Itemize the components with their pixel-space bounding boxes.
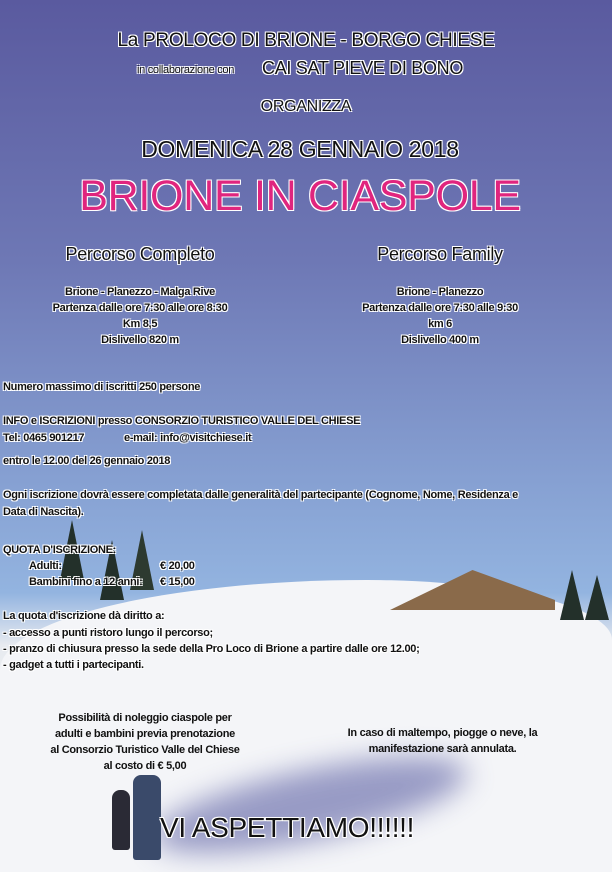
rental-line: adulti e bambini previa prenotazione (55, 728, 235, 740)
deadline: entro le 12.00 del 26 gennaio 2018 (3, 455, 171, 467)
route-family-title: Percorso Family (377, 244, 503, 264)
rental-line: Possibilità di noleggio ciaspole per (58, 712, 232, 724)
phone: Tel: 0465 901217 (3, 432, 85, 444)
hiker (112, 790, 130, 850)
quota-price: € 15,00 (160, 576, 195, 588)
route-complete-details (10, 284, 270, 348)
quota-price: € 20,00 (160, 560, 195, 572)
route-line: Brione - Planezzo (396, 286, 484, 298)
route-complete-title: Percorso Completo (65, 244, 215, 264)
email: e-mail: info@visitchiese.it (124, 432, 252, 444)
weather-line: In caso di maltempo, piogge o neve, la (347, 727, 538, 739)
tree (585, 575, 609, 620)
collab-name: CAI SAT PIEVE DI BONO (262, 58, 464, 78)
tree (560, 570, 584, 620)
quota-label: Bambini fino a 12 anni: (29, 576, 143, 588)
registration-note-2: Data di Nascita). (3, 506, 84, 518)
max-participants: Numero massimo di iscritti 250 persone (3, 381, 201, 393)
benefit-item: - gadget a tutti i partecipanti. (3, 659, 144, 671)
hiker (133, 775, 161, 860)
registration-note: Ogni iscrizione dovrà essere completata dalle generalità del partecipante (Cognome, Nome, Residenza e (3, 489, 518, 501)
rental-line: al Consorzio Turistico Valle del Chiese (50, 744, 240, 756)
route-line: Dislivello 820 m (101, 334, 179, 346)
route-line: km 6 (428, 318, 452, 330)
weather-line: manifestazione sarà annulata. (368, 743, 517, 755)
route-line: Brione - Planezzo - Malga Rive (65, 286, 215, 298)
route-family-details (310, 284, 570, 348)
rental-line: al costo di € 5,00 (103, 760, 187, 772)
route-line: Km 8,5 (122, 318, 158, 330)
route-line: Dislivello 400 m (401, 334, 479, 346)
organizza-label: ORGANIZZA (260, 98, 352, 115)
benefits-title: La quota d'iscrizione dà diritto a: (3, 610, 165, 622)
quota-title: QUOTA D'ISCRIZIONE: (3, 544, 117, 556)
benefit-item: - pranzo di chiusura presso la sede della Pro Loco di Brione a partire dalle ore 12.00; (3, 643, 420, 655)
closing-message: VI ASPETTIAMO!!!!!! (160, 812, 415, 843)
weather-note (315, 725, 570, 757)
rental-info (25, 710, 265, 774)
route-line: Partenza dalle ore 7:30 alle 9:30 (362, 302, 518, 314)
quota-label: Adulti: (29, 560, 62, 572)
organizer-line: La PROLOCO DI BRIONE - BORGO CHIESE (117, 30, 495, 51)
registration-info: INFO e ISCRIZIONI presso CONSORZIO TURISTICO VALLE DEL CHIESE (3, 415, 361, 427)
benefit-item: - accesso a punti ristoro lungo il percorso; (3, 627, 213, 639)
route-line: Partenza dalle ore 7:30 alle ore 8:30 (52, 302, 228, 314)
event-title: BRIONE IN CIASPOLE (79, 172, 521, 220)
event-date: DOMENICA 28 GENNAIO 2018 (141, 136, 459, 162)
collab-prefix: in collaborazione con (137, 64, 235, 76)
